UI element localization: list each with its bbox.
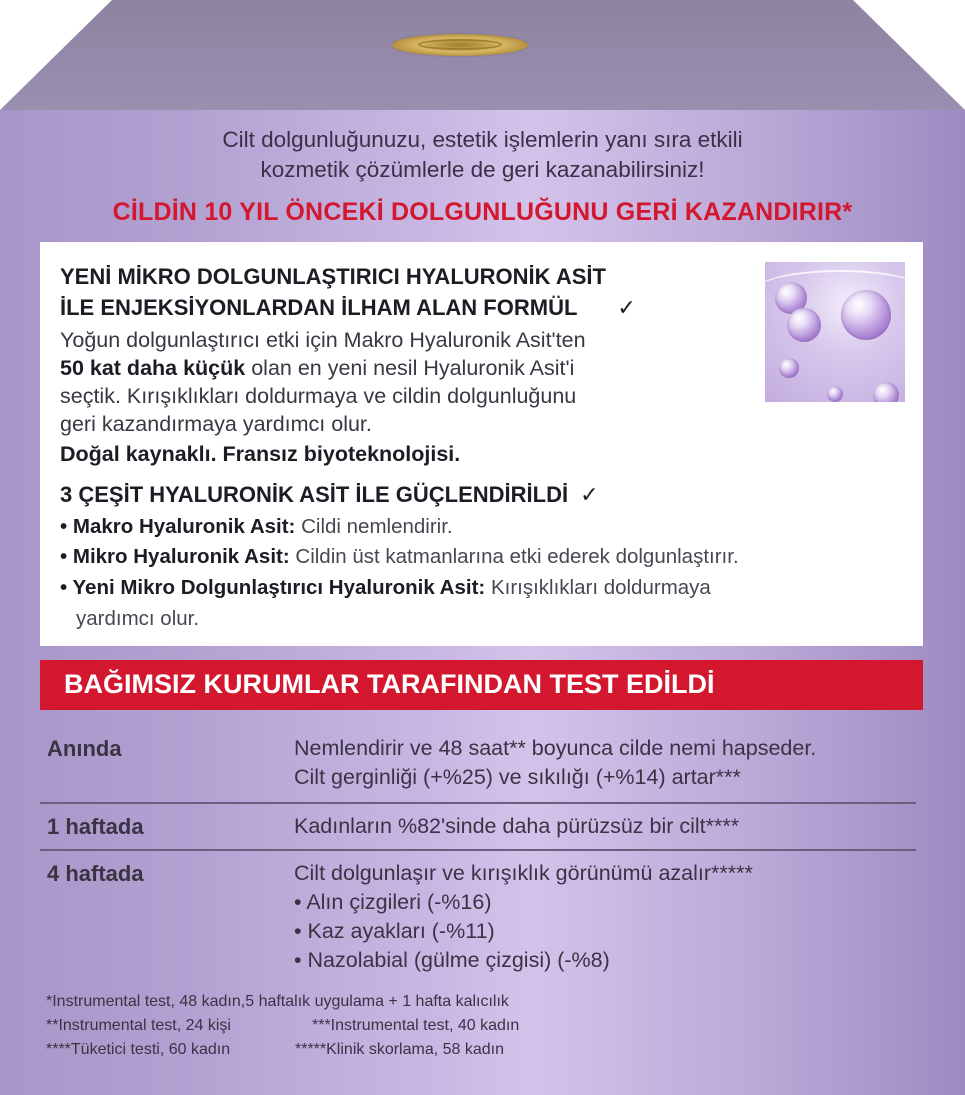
section2-title-text: 3 ÇEŞİT HYALURONİK ASİT İLE GÜÇLENDİRİLDİ <box>60 482 569 507</box>
footnote: *****Klinik skorlama, 58 kadın <box>295 1041 504 1058</box>
footnote: **Instrumental test, 24 kişi <box>46 1017 231 1034</box>
hyaluronic-bubbles-image <box>765 262 905 402</box>
bullet-text: Cildin üst katmanlarına etki ederek dolgunlaştırır. <box>289 545 739 568</box>
footnote: ****Tüketici testi, 60 kadın <box>46 1041 231 1058</box>
bullet-item <box>60 513 453 541</box>
result-line: Cilt gerginliği (+%25) ve sıkılığı (+%14) artar*** <box>294 765 741 789</box>
bullet-item <box>60 543 739 571</box>
body-line-2 <box>60 354 586 382</box>
result-label: 1 haftada <box>47 814 144 839</box>
result-line: • Kaz ayakları (-%11) <box>294 919 495 943</box>
result-line: • Nazolabial (gülme çizgisi) (-%8) <box>294 948 610 972</box>
divider <box>40 802 916 804</box>
result-line: Cilt dolgunlaşır ve kırışıklık görünümü azalır***** <box>294 861 753 885</box>
result-label: 4 haftada <box>47 861 144 886</box>
section1-title-text: İLE ENJEKSİYONLARDAN İLHAM ALAN FORMÜL <box>60 295 578 320</box>
body-highlight: 50 kat daha küçük <box>60 356 246 380</box>
footnote: ***Instrumental test, 40 kadın <box>312 1017 520 1034</box>
result-label: Anında <box>47 736 122 761</box>
result-line: Kadınların %82'sinde daha pürüzsüz bir cilt**** <box>294 814 740 838</box>
body-line-3: seçtik. Kırışıklıkları doldurmaya ve cildin dolgunluğunu <box>60 384 577 408</box>
result-text <box>294 812 739 841</box>
bullet-lead: • Yeni Mikro Dolgunlaştırıcı Hyaluronik Asit: <box>60 576 486 599</box>
bullet-text: yardımcı olur. <box>76 607 200 630</box>
section1-title-line2 <box>60 295 636 321</box>
section2-title <box>60 482 599 508</box>
body-line-1: Yoğun dolgunlaştırıcı etki için Makro Hyaluronik Asit'ten <box>60 328 586 352</box>
intro-line-1: Cilt dolgunluğunuzu, estetik işlemlerin yanı sıra etkili <box>222 127 743 152</box>
body-line-2-rest: olan en yeni nesil Hyaluronik Asit'i <box>245 356 575 380</box>
section1-title-line1: YENİ MİKRO DOLGUNLAŞTIRICI HYALURONİK ASİT <box>60 264 606 289</box>
headline: CİLDİN 10 YIL ÖNCEKİ DOLGUNLUĞUNU GERİ KAZANDIRIR* <box>112 198 853 226</box>
bullet-lead: • Mikro Hyaluronik Asit: <box>60 545 290 568</box>
bullet-text: Kırışıklıkları doldurmaya <box>485 576 711 599</box>
tested-banner <box>40 660 923 710</box>
bullet-continuation <box>76 605 199 633</box>
divider <box>40 849 916 851</box>
bullet-item <box>60 574 711 602</box>
intro-text <box>0 125 965 185</box>
result-text <box>294 734 816 792</box>
checkmark-icon: ✓ <box>580 482 599 507</box>
tested-banner-text: BAĞIMSIZ KURUMLAR TARAFINDAN TEST EDİLDİ <box>64 669 715 699</box>
intro-line-2: kozmetik çözümlerle de geri kazanabilirsiniz! <box>260 157 705 182</box>
result-line: Nemlendirir ve 48 saat** boyunca cilde nemi hapseder. <box>294 736 817 760</box>
result-line: • Alın çizgileri (-%16) <box>294 890 492 914</box>
bullet-lead: • Makro Hyaluronik Asit: <box>60 515 296 538</box>
section1-body <box>60 326 586 438</box>
bullet-text: Cildi nemlendirir. <box>295 515 453 538</box>
result-text <box>294 859 753 975</box>
gold-ring-logo <box>392 34 528 56</box>
body-line-4: geri kazandırmaya yardımcı olur. <box>60 412 372 436</box>
natural-origin-line: Doğal kaynaklı. Fransız biyoteknolojisi. <box>60 442 461 466</box>
checkmark-icon: ✓ <box>617 295 636 320</box>
footnote: *Instrumental test, 48 kadın,5 haftalık uygulama + 1 hafta kalıcılık <box>46 993 509 1010</box>
